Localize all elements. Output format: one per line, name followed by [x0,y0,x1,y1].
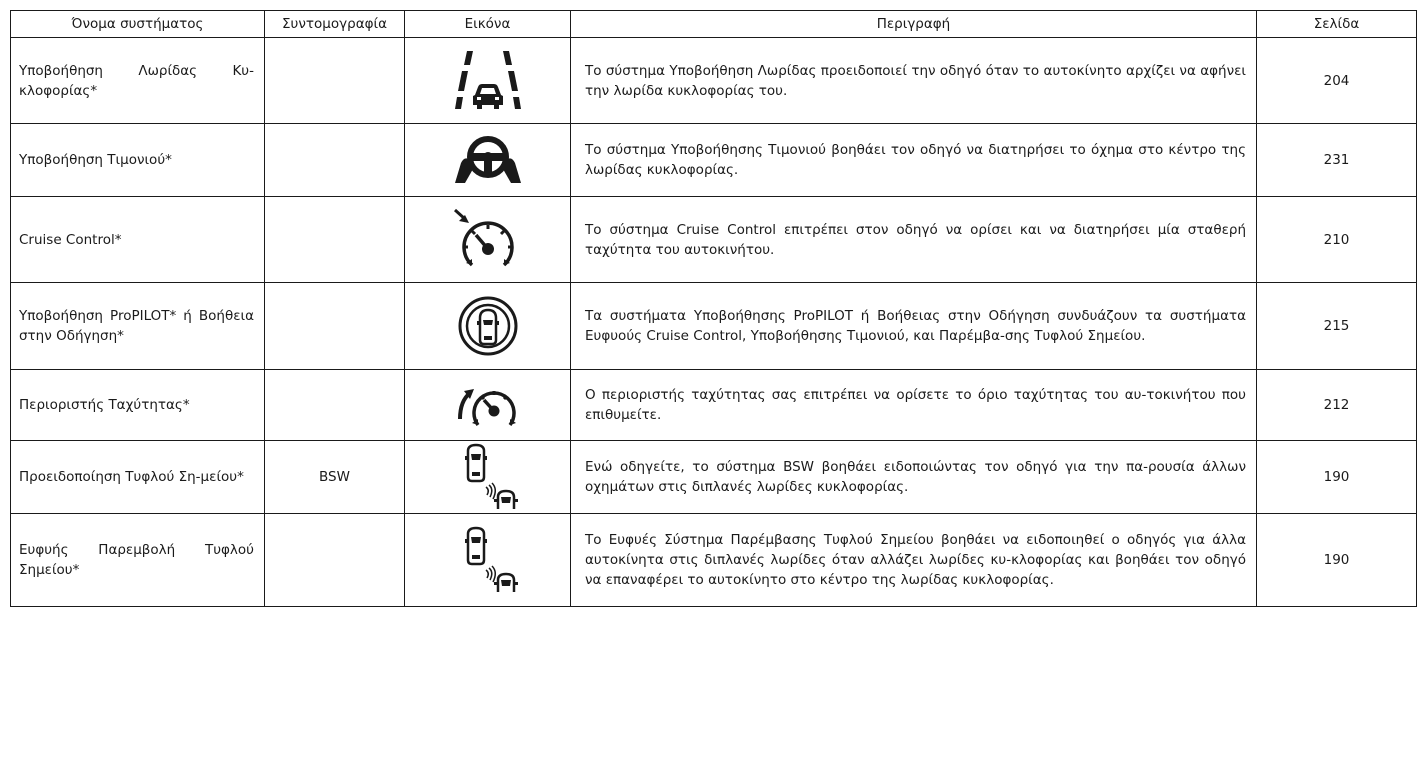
page-number: 190 [1257,514,1417,607]
system-description: Ενώ οδηγείτε, το σύστημα BSW βοηθάει ειδοποιώντας τον οδηγό για την πα-ρουσία άλλων οχημάτων στις διπλανές λωρίδες κυκλοφορίας. [571,441,1257,514]
system-description: Ο περιοριστής ταχύτητας σας επιτρέπει να ορίσετε το όριο ταχύτητας του αυ-τοκινήτου που επιθυμείτε. [571,370,1257,441]
header-description: Περιγραφή [571,11,1257,38]
system-abbreviation [265,124,405,197]
table-row [11,370,1417,441]
system-abbreviation [265,197,405,283]
steering-wheel-hands-icon [453,135,523,185]
system-description: Το σύστημα Υποβοήθησης Τιμονιού βοηθάει τον οδηγό να διατηρήσει το όχημα στο κέντρο της λωρίδας κυκλοφορίας. [571,124,1257,197]
system-name: Υποβοήθηση Λωρίδας Κυ-κλοφορίας* [11,38,265,124]
table-row [11,38,1417,124]
page-number: 190 [1257,441,1417,514]
blind-spot-intervention-icon [458,526,518,594]
propilot-assist-icon [456,294,520,358]
header-abbreviation: Συντομογραφία [265,11,405,38]
page-number: 210 [1257,197,1417,283]
table-row [11,441,1417,514]
header-row [11,11,1417,38]
system-description: Το σύστημα Cruise Control επιτρέπει στον οδηγό να ορίσει και να διατηρήσει μία σταθερή ταχύτητα του αυτοκινήτου. [571,197,1257,283]
system-name: Περιοριστής Ταχύτητας* [11,370,265,441]
speed-limiter-icon [450,381,526,429]
system-abbreviation [265,370,405,441]
system-description: Το Ευφυές Σύστημα Παρέμβασης Τυφλού Σημείου βοηθάει να ειδοποιηθεί ο οδηγός για άλλα αυτοκίνητα στις διπλανές λωρίδες όταν αλλάζει λωρίδες κυ-κλοφορίας και βοηθάει τον οδηγό να επαναφέρει το αυτοκίνητο στο κέντρο της λωρίδας κυκλοφορίας. [571,514,1257,607]
system-name: Υποβοήθηση ProPILOT* ή Βοήθεια στην Οδήγηση* [11,283,265,370]
header-system-name: Όνομα συστήματος [11,11,265,38]
header-page: Σελίδα [1257,11,1417,38]
system-abbreviation [265,514,405,607]
system-abbreviation [265,38,405,124]
system-name: Cruise Control* [11,197,265,283]
system-name: Προειδοποίηση Τυφλού Ση-μείου* [11,441,265,514]
table-row [11,514,1417,607]
page-number: 212 [1257,370,1417,441]
page-number: 215 [1257,283,1417,370]
page-number: 204 [1257,38,1417,124]
systems-table [10,10,1417,607]
system-description: Τα συστήματα Υποβοήθησης ProPILOT ή Βοήθειας στην Οδήγηση συνδυάζουν τα συστήματα Ευφυούς Cruise Control, Υποβοήθησης Τιμονιού, και Παρέμβα-σης Τυφλού Σημείου. [571,283,1257,370]
system-name: Ευφυής Παρεμβολή Τυφλού Σημείου* [11,514,265,607]
system-abbreviation [265,283,405,370]
system-abbreviation: BSW [265,441,405,514]
blind-spot-warning-icon [458,443,518,511]
table-row [11,283,1417,370]
header-image: Εικόνα [405,11,571,38]
table-row [11,197,1417,283]
page-number: 231 [1257,124,1417,197]
cruise-control-icon [450,207,526,273]
system-name: Υποβοήθηση Τιμονιού* [11,124,265,197]
system-description: Το σύστημα Υποβοήθηση Λωρίδας προειδοποιεί την οδηγό όταν το αυτοκίνητο αρχίζει να αφήνει την λωρίδα κυκλοφορίας του. [571,38,1257,124]
lane-assist-icon [453,49,523,113]
table-row [11,124,1417,197]
